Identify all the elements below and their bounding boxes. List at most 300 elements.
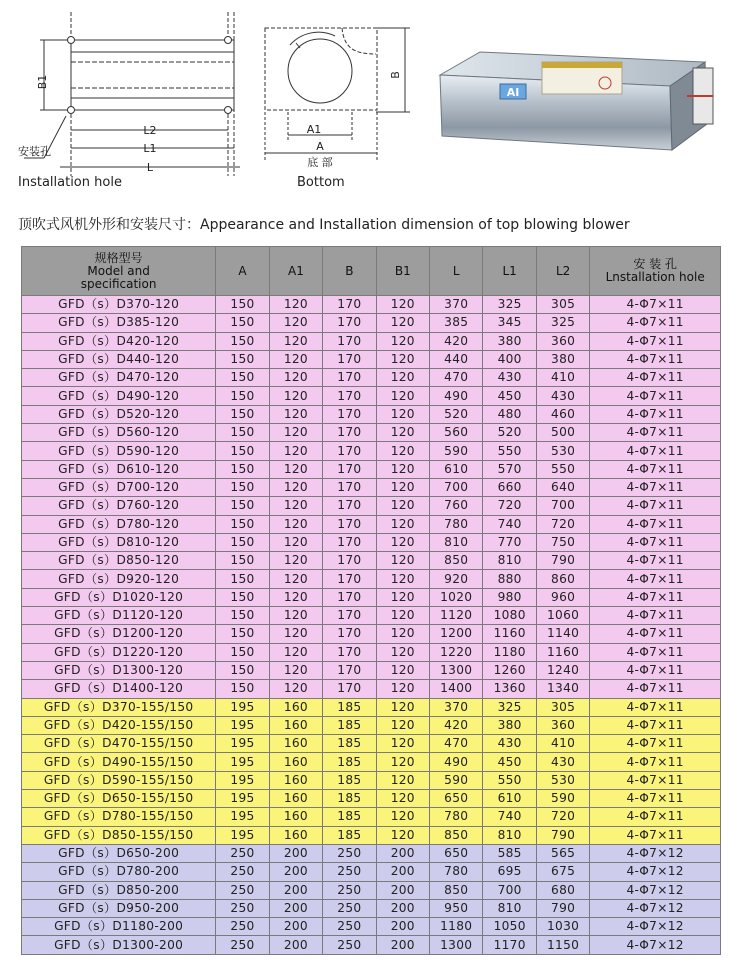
- cell-b: 170: [323, 405, 376, 423]
- cell-b: 170: [323, 296, 376, 314]
- spec-table: [21, 246, 721, 955]
- cell-b1: 200: [376, 936, 429, 954]
- cell-l2: 325: [536, 314, 589, 332]
- cell-a1: 120: [269, 424, 322, 442]
- cell-b1: 120: [376, 588, 429, 606]
- cell-a: 195: [216, 771, 269, 789]
- cell-b: 170: [323, 625, 376, 643]
- cell-model: GFD（s）D760-120: [22, 497, 216, 515]
- cell-hole: 4-Φ7×12: [590, 881, 721, 899]
- cell-b: 170: [323, 478, 376, 496]
- cell-l: 850: [430, 881, 483, 899]
- cell-a1: 120: [269, 625, 322, 643]
- cell-l: 370: [430, 296, 483, 314]
- cell-l: 385: [430, 314, 483, 332]
- cell-a1: 160: [269, 753, 322, 771]
- cell-a: 150: [216, 497, 269, 515]
- header-l1: L1: [483, 247, 536, 296]
- cell-l1: 325: [483, 296, 536, 314]
- cell-hole: 4-Φ7×11: [590, 369, 721, 387]
- dim-b-label: B: [389, 71, 402, 79]
- cell-model: GFD（s）D385-120: [22, 314, 216, 332]
- table-row: [22, 588, 721, 606]
- cell-a1: 200: [269, 863, 322, 881]
- cell-l1: 1180: [483, 643, 536, 661]
- cell-b1: 120: [376, 387, 429, 405]
- header-model-en1: Model and: [87, 263, 150, 278]
- cell-b1: 120: [376, 790, 429, 808]
- cell-b1: 200: [376, 918, 429, 936]
- cell-b: 170: [323, 607, 376, 625]
- cell-b1: 200: [376, 863, 429, 881]
- side-view-drawing: [24, 12, 240, 176]
- cell-l1: 325: [483, 698, 536, 716]
- cell-model: GFD（s）D1300-200: [22, 936, 216, 954]
- cell-l: 590: [430, 442, 483, 460]
- table-row: [22, 478, 721, 496]
- cell-b1: 120: [376, 369, 429, 387]
- cell-model: GFD（s）D590-120: [22, 442, 216, 460]
- table-row: [22, 552, 721, 570]
- cell-l2: 700: [536, 497, 589, 515]
- cell-a1: 120: [269, 552, 322, 570]
- header-model-en2: specification: [80, 276, 157, 291]
- cell-b1: 120: [376, 625, 429, 643]
- cell-l: 1020: [430, 588, 483, 606]
- cell-l2: 430: [536, 387, 589, 405]
- cell-a1: 120: [269, 296, 322, 314]
- cell-hole: 4-Φ7×11: [590, 588, 721, 606]
- cell-l2: 1160: [536, 643, 589, 661]
- cell-b1: 120: [376, 661, 429, 679]
- cell-a: 150: [216, 625, 269, 643]
- cell-a1: 160: [269, 771, 322, 789]
- header-hole: [590, 247, 721, 296]
- cell-b: 250: [323, 936, 376, 954]
- cell-hole: 4-Φ7×12: [590, 918, 721, 936]
- cell-hole: 4-Φ7×11: [590, 698, 721, 716]
- header-l: L: [430, 247, 483, 296]
- table-row: [22, 716, 721, 734]
- header-a: A: [216, 247, 269, 296]
- table-row: [22, 387, 721, 405]
- table-row: [22, 625, 721, 643]
- cell-model: GFD（s）D850-120: [22, 552, 216, 570]
- cell-b: 185: [323, 753, 376, 771]
- cell-l1: 810: [483, 899, 536, 917]
- cell-b: 185: [323, 790, 376, 808]
- cell-l1: 810: [483, 826, 536, 844]
- cell-a: 150: [216, 643, 269, 661]
- cell-b1: 120: [376, 424, 429, 442]
- cell-l: 520: [430, 405, 483, 423]
- cell-b: 185: [323, 735, 376, 753]
- cell-model: GFD（s）D420-120: [22, 332, 216, 350]
- cell-l: 850: [430, 552, 483, 570]
- cell-b: 250: [323, 899, 376, 917]
- cell-l1: 570: [483, 460, 536, 478]
- cell-b1: 120: [376, 515, 429, 533]
- cell-a1: 120: [269, 661, 322, 679]
- cell-l: 490: [430, 387, 483, 405]
- cell-a: 195: [216, 790, 269, 808]
- cell-l1: 980: [483, 588, 536, 606]
- cell-l: 420: [430, 332, 483, 350]
- cell-l1: 880: [483, 570, 536, 588]
- cell-hole: 4-Φ7×12: [590, 936, 721, 954]
- cell-hole: 4-Φ7×11: [590, 387, 721, 405]
- cell-hole: 4-Φ7×11: [590, 661, 721, 679]
- cell-model: GFD（s）D470-155/150: [22, 735, 216, 753]
- bottom-caption: Bottom: [297, 175, 345, 190]
- cell-l2: 1340: [536, 680, 589, 698]
- dim-a-label: A: [316, 140, 324, 153]
- cell-b1: 120: [376, 808, 429, 826]
- cell-a: 150: [216, 552, 269, 570]
- cell-b1: 120: [376, 698, 429, 716]
- cell-a1: 160: [269, 735, 322, 753]
- cell-l: 780: [430, 808, 483, 826]
- cell-b: 185: [323, 698, 376, 716]
- cell-b: 170: [323, 497, 376, 515]
- cell-l2: 1060: [536, 607, 589, 625]
- cell-hole: 4-Φ7×12: [590, 899, 721, 917]
- cell-b: 250: [323, 881, 376, 899]
- cell-a1: 160: [269, 790, 322, 808]
- cell-l: 650: [430, 790, 483, 808]
- cell-hole: 4-Φ7×12: [590, 844, 721, 862]
- cell-model: GFD（s）D780-155/150: [22, 808, 216, 826]
- cell-l: 560: [430, 424, 483, 442]
- cell-l: 490: [430, 753, 483, 771]
- product-photo: [440, 52, 713, 150]
- cell-model: GFD（s）D650-200: [22, 844, 216, 862]
- cell-l1: 520: [483, 424, 536, 442]
- cell-b1: 200: [376, 844, 429, 862]
- cell-a1: 120: [269, 369, 322, 387]
- cell-model: GFD（s）D920-120: [22, 570, 216, 588]
- cell-l2: 720: [536, 515, 589, 533]
- table-row: [22, 533, 721, 551]
- cell-l1: 700: [483, 881, 536, 899]
- cell-hole: 4-Φ7×11: [590, 552, 721, 570]
- cell-model: GFD（s）D1200-120: [22, 625, 216, 643]
- table-row: [22, 844, 721, 862]
- cell-b: 170: [323, 552, 376, 570]
- table-row: [22, 607, 721, 625]
- header-model-cn: 规格型号: [94, 250, 143, 265]
- cell-a: 150: [216, 515, 269, 533]
- cell-hole: 4-Φ7×11: [590, 753, 721, 771]
- cell-l1: 380: [483, 332, 536, 350]
- cell-l2: 1150: [536, 936, 589, 954]
- cell-l1: 1260: [483, 661, 536, 679]
- cell-model: GFD（s）D590-155/150: [22, 771, 216, 789]
- table-row: [22, 405, 721, 423]
- cell-l2: 960: [536, 588, 589, 606]
- cell-l1: 740: [483, 515, 536, 533]
- cell-l: 700: [430, 478, 483, 496]
- cell-b: 185: [323, 826, 376, 844]
- cell-a: 150: [216, 424, 269, 442]
- cell-l1: 430: [483, 735, 536, 753]
- cell-hole: 4-Φ7×11: [590, 790, 721, 808]
- table-row: [22, 497, 721, 515]
- cell-b1: 120: [376, 314, 429, 332]
- cell-model: GFD（s）D370-155/150: [22, 698, 216, 716]
- cell-b: 170: [323, 369, 376, 387]
- cell-b1: 120: [376, 533, 429, 551]
- cell-hole: 4-Φ7×11: [590, 405, 721, 423]
- table-row: [22, 698, 721, 716]
- cell-l: 920: [430, 570, 483, 588]
- cell-a: 150: [216, 533, 269, 551]
- cell-b1: 120: [376, 332, 429, 350]
- cell-b: 250: [323, 863, 376, 881]
- cell-model: GFD（s）D1300-120: [22, 661, 216, 679]
- header-hole-en: Lnstallation hole: [605, 270, 705, 284]
- cell-l1: 380: [483, 716, 536, 734]
- cell-l1: 1160: [483, 625, 536, 643]
- cell-l: 470: [430, 735, 483, 753]
- cell-l1: 430: [483, 369, 536, 387]
- cell-hole: 4-Φ7×11: [590, 497, 721, 515]
- cell-l2: 640: [536, 478, 589, 496]
- cell-b: 170: [323, 533, 376, 551]
- cell-l1: 550: [483, 442, 536, 460]
- table-row: [22, 771, 721, 789]
- section-title: 顶吹式风机外形和安装尺寸：Appearance and Installation dimension of top blowing blower: [18, 217, 630, 233]
- dim-a1-label: A1: [306, 123, 322, 136]
- cell-model: GFD（s）D780-200: [22, 863, 216, 881]
- cell-l1: 720: [483, 497, 536, 515]
- cell-hole: 4-Φ7×11: [590, 808, 721, 826]
- cell-hole: 4-Φ7×11: [590, 826, 721, 844]
- cell-a: 195: [216, 826, 269, 844]
- cell-l1: 450: [483, 387, 536, 405]
- spec-table-body: [22, 296, 721, 955]
- cell-b: 170: [323, 350, 376, 368]
- cell-a1: 120: [269, 680, 322, 698]
- cell-a: 150: [216, 369, 269, 387]
- table-row: [22, 680, 721, 698]
- cell-l: 1120: [430, 607, 483, 625]
- cell-l: 650: [430, 844, 483, 862]
- cell-hole: 4-Φ7×11: [590, 607, 721, 625]
- cell-a: 195: [216, 735, 269, 753]
- header-l2: L2: [536, 247, 589, 296]
- cell-hole: 4-Φ7×11: [590, 680, 721, 698]
- table-row: [22, 790, 721, 808]
- hole-label-cn: 安装孔: [18, 145, 51, 158]
- cell-a1: 120: [269, 405, 322, 423]
- cell-model: GFD（s）D1400-120: [22, 680, 216, 698]
- cell-l: 590: [430, 771, 483, 789]
- cell-a: 250: [216, 936, 269, 954]
- cell-a: 195: [216, 753, 269, 771]
- cell-hole: 4-Φ7×12: [590, 863, 721, 881]
- cell-a: 150: [216, 387, 269, 405]
- cell-model: GFD（s）D780-120: [22, 515, 216, 533]
- table-row: [22, 899, 721, 917]
- table-row: [22, 881, 721, 899]
- table-row: [22, 332, 721, 350]
- cell-l2: 500: [536, 424, 589, 442]
- cell-b: 170: [323, 643, 376, 661]
- cell-a: 150: [216, 405, 269, 423]
- table-row: [22, 515, 721, 533]
- cell-l: 780: [430, 863, 483, 881]
- cell-a: 150: [216, 442, 269, 460]
- cell-b: 170: [323, 314, 376, 332]
- cell-a1: 120: [269, 478, 322, 496]
- cell-a1: 120: [269, 497, 322, 515]
- cell-l2: 530: [536, 771, 589, 789]
- cell-a1: 160: [269, 698, 322, 716]
- cell-l: 850: [430, 826, 483, 844]
- table-row: [22, 936, 721, 954]
- cell-a1: 120: [269, 588, 322, 606]
- cell-model: GFD（s）D1180-200: [22, 918, 216, 936]
- cell-a1: 160: [269, 826, 322, 844]
- cell-b: 170: [323, 332, 376, 350]
- cell-b1: 120: [376, 716, 429, 734]
- cell-a: 150: [216, 588, 269, 606]
- cell-l: 420: [430, 716, 483, 734]
- cell-a: 150: [216, 296, 269, 314]
- table-row: [22, 918, 721, 936]
- dim-b1-label: B1: [36, 74, 49, 90]
- cell-b1: 120: [376, 735, 429, 753]
- table-header-row: [22, 247, 721, 296]
- cell-hole: 4-Φ7×11: [590, 643, 721, 661]
- cell-b: 170: [323, 442, 376, 460]
- cell-l1: 345: [483, 314, 536, 332]
- cell-hole: 4-Φ7×11: [590, 332, 721, 350]
- cell-b: 170: [323, 588, 376, 606]
- cell-l1: 1360: [483, 680, 536, 698]
- table-row: [22, 808, 721, 826]
- header-b1: B1: [376, 247, 429, 296]
- cell-l: 1180: [430, 918, 483, 936]
- bottom-view-drawing: [265, 28, 410, 160]
- cell-l2: 1240: [536, 661, 589, 679]
- cell-l2: 750: [536, 533, 589, 551]
- cell-l2: 860: [536, 570, 589, 588]
- cell-l: 1200: [430, 625, 483, 643]
- cell-model: GFD（s）D1020-120: [22, 588, 216, 606]
- cell-l1: 810: [483, 552, 536, 570]
- cell-b: 170: [323, 387, 376, 405]
- cell-l1: 660: [483, 478, 536, 496]
- cell-b1: 200: [376, 899, 429, 917]
- dim-l-label: L: [146, 161, 154, 174]
- cell-l2: 790: [536, 826, 589, 844]
- cell-b: 185: [323, 771, 376, 789]
- cell-a1: 120: [269, 442, 322, 460]
- cell-model: GFD（s）D1220-120: [22, 643, 216, 661]
- cell-a1: 120: [269, 350, 322, 368]
- cell-a: 150: [216, 460, 269, 478]
- table-row: [22, 753, 721, 771]
- cell-hole: 4-Φ7×11: [590, 350, 721, 368]
- cell-b1: 120: [376, 405, 429, 423]
- cell-l1: 1170: [483, 936, 536, 954]
- cell-a1: 120: [269, 607, 322, 625]
- cell-a1: 120: [269, 515, 322, 533]
- cell-model: GFD（s）D700-120: [22, 478, 216, 496]
- cell-a: 150: [216, 350, 269, 368]
- cell-l2: 1140: [536, 625, 589, 643]
- cell-l2: 380: [536, 350, 589, 368]
- cell-b1: 200: [376, 881, 429, 899]
- cell-l: 470: [430, 369, 483, 387]
- cell-l: 760: [430, 497, 483, 515]
- cell-a1: 200: [269, 881, 322, 899]
- cell-b: 170: [323, 424, 376, 442]
- cell-l1: 550: [483, 771, 536, 789]
- cell-model: GFD（s）D850-200: [22, 881, 216, 899]
- cell-b: 170: [323, 680, 376, 698]
- cell-a1: 200: [269, 918, 322, 936]
- cell-l1: 695: [483, 863, 536, 881]
- cell-a1: 120: [269, 570, 322, 588]
- table-row: [22, 643, 721, 661]
- cell-l2: 530: [536, 442, 589, 460]
- cell-l1: 740: [483, 808, 536, 826]
- cell-b: 170: [323, 570, 376, 588]
- header-model: [22, 247, 216, 296]
- cell-hole: 4-Φ7×11: [590, 424, 721, 442]
- cell-l1: 450: [483, 753, 536, 771]
- dim-l2-label: L2: [143, 124, 157, 137]
- cell-model: GFD（s）D490-120: [22, 387, 216, 405]
- cell-hole: 4-Φ7×11: [590, 296, 721, 314]
- cell-l1: 400: [483, 350, 536, 368]
- cell-a1: 160: [269, 716, 322, 734]
- cell-b1: 120: [376, 442, 429, 460]
- cell-hole: 4-Φ7×11: [590, 460, 721, 478]
- cell-hole: 4-Φ7×11: [590, 314, 721, 332]
- cell-model: GFD（s）D440-120: [22, 350, 216, 368]
- cell-a1: 120: [269, 332, 322, 350]
- cell-l1: 480: [483, 405, 536, 423]
- table-row: [22, 826, 721, 844]
- cell-b1: 120: [376, 753, 429, 771]
- cell-l: 370: [430, 698, 483, 716]
- cell-b: 250: [323, 844, 376, 862]
- cell-a: 150: [216, 570, 269, 588]
- cell-b1: 120: [376, 771, 429, 789]
- cell-l2: 360: [536, 716, 589, 734]
- cell-model: GFD（s）D370-120: [22, 296, 216, 314]
- cell-l2: 410: [536, 369, 589, 387]
- photo-badge: AI: [506, 86, 520, 99]
- cell-b1: 120: [376, 680, 429, 698]
- cell-b: 170: [323, 515, 376, 533]
- cell-model: GFD（s）D520-120: [22, 405, 216, 423]
- cell-hole: 4-Φ7×11: [590, 478, 721, 496]
- cell-hole: 4-Φ7×11: [590, 442, 721, 460]
- cell-a: 150: [216, 607, 269, 625]
- cell-l: 1220: [430, 643, 483, 661]
- cell-l2: 565: [536, 844, 589, 862]
- cell-model: GFD（s）D420-155/150: [22, 716, 216, 734]
- cell-a: 150: [216, 332, 269, 350]
- cell-l2: 790: [536, 552, 589, 570]
- cell-l: 1300: [430, 661, 483, 679]
- cell-hole: 4-Φ7×11: [590, 771, 721, 789]
